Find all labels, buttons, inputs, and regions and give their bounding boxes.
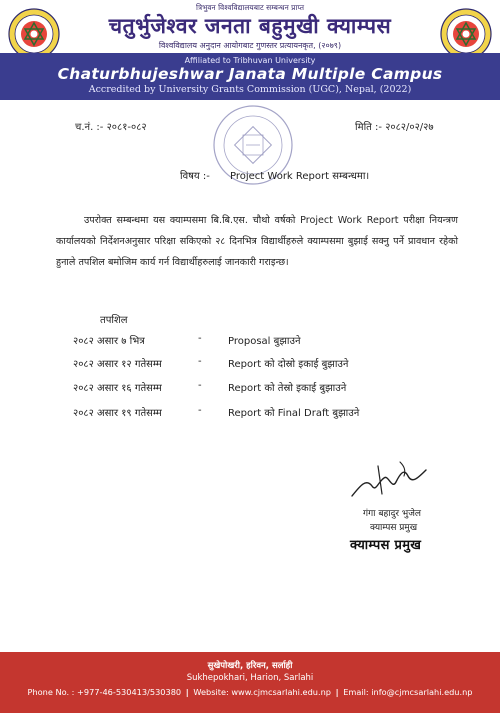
footer-website[interactable]: Website: www.cjmcsarlahi.edu.np	[193, 687, 331, 697]
affiliation-text-en: Affiliated to Tribhuvan University	[184, 56, 316, 65]
schedule-task: Report को तेस्रो इकाई बुझाउने	[228, 383, 347, 394]
schedule-row	[0, 356, 500, 376]
footer-address-np: सुखेपोखरी, हरिवन, सर्लाही	[207, 661, 293, 671]
affiliation-text-np: त्रिभुवन विश्वविद्यालयबाट सम्बन्धन प्राप्त	[196, 3, 304, 12]
signatory-title: क्याम्पस प्रमुख	[370, 523, 418, 533]
footer-address-en: Sukhepokhari, Harion, Sarlahi	[186, 673, 314, 683]
body-paragraph	[56, 210, 458, 273]
footer-separator: |	[185, 687, 189, 697]
subject-text: Project Work Report सम्बन्धमा।	[230, 171, 370, 182]
footer-separator: |	[335, 687, 339, 697]
body-text: उपरोक्त सम्बन्धमा यस क्याम्पसमा बि.बि.एस. चौथो वर्षको Project Work Report परीक्षा नियन्त्रण कार्यालयको निर्देशनअनुसार परिक्षा सकिएको २८ दिनभित्र विद्यार्थीहरुले क्याम्पसमा बुझाई सक्नु पर्ने प्रावधान रहेको हुनाले तपशिल बमोजिम कार्य गर्न विद्यार्थीहरुलाई जानकारी गराइन्छ।	[56, 215, 458, 268]
campus-name-en: Chaturbhujeshwar Janata Multiple Campus	[57, 65, 443, 83]
footer-phone: Phone No. : +977-46-530413/530380	[27, 687, 182, 697]
letter-date: मिति :- २०८२/०२/२७	[355, 122, 434, 133]
reference-number: च.नं. :- २०८१-०८२	[75, 122, 147, 133]
schedule-dash: -	[198, 333, 202, 344]
schedule-task: Report को दोस्रो इकाई बुझाउने	[228, 359, 349, 370]
schedule-row	[0, 333, 500, 353]
schedule-row	[0, 405, 500, 425]
signature-icon	[348, 456, 430, 504]
accreditation-text-np: विश्वविद्यालय अनुदान आयोगबाट गुणस्तर प्रत्यायनकृत, (२०७९)	[158, 41, 342, 50]
accreditation-text-en: Accredited by University Grants Commission (UGC), Nepal, (2022)	[88, 84, 412, 95]
schedule-task: Proposal बुझाउने	[228, 336, 301, 347]
footer-email[interactable]: Email: info@cjmcsarlahi.edu.np	[343, 687, 473, 697]
designation-stamp: क्याम्पस प्रमुख	[350, 538, 422, 553]
schedule-row	[0, 380, 500, 400]
schedule-heading: तपशिल	[100, 315, 128, 326]
signatory-name: गंगा बहादुर भुजेल	[363, 509, 422, 519]
campus-name-np: चतुर्भुजेश्वर जनता बहुमुखी क्याम्पस	[108, 14, 392, 38]
footer-contact	[0, 687, 500, 697]
schedule-date: २०८२ असार १२ गतेसम्म	[73, 359, 162, 370]
subject-label: विषय :-	[180, 171, 210, 182]
schedule-date: २०८२ असार १९ गतेसम्म	[73, 408, 162, 419]
schedule-dash: -	[198, 356, 202, 367]
schedule-task: Report को Final Draft बुझाउने	[228, 408, 360, 419]
schedule-dash: -	[198, 405, 202, 416]
schedule-dash: -	[198, 380, 202, 391]
schedule-date: २०८२ असार १६ गतेसम्म	[73, 383, 162, 394]
letterhead	[0, 0, 500, 100]
schedule-date: २०८२ असार ७ भित्र	[73, 336, 145, 347]
footer-band	[0, 652, 500, 713]
